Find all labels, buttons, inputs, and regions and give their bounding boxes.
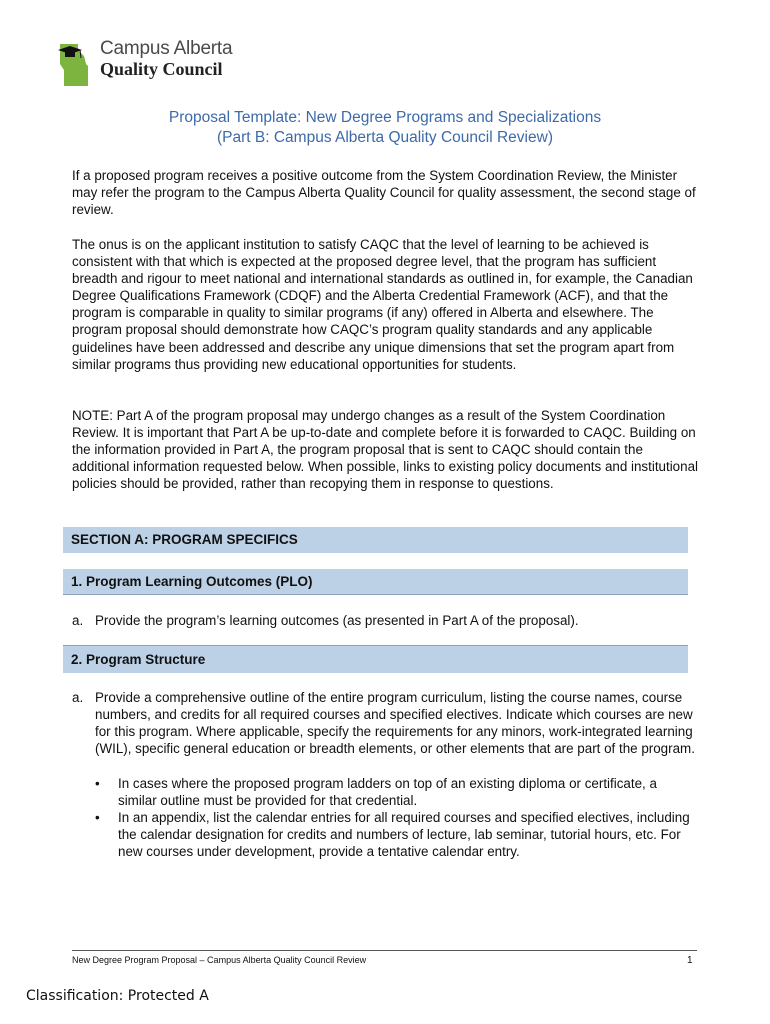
- section-2-bullet: [95, 775, 695, 809]
- section-2-heading: 2. Program Structure: [63, 645, 688, 673]
- bullet-marker: •: [95, 776, 100, 791]
- item-marker: a.: [72, 613, 84, 628]
- item-text: Provide a comprehensive outline of the entire program curriculum, listing the course names, course numbers, and credits for all required courses and specified electives. Indicate which courses are new for this program. Where applicable, specify the requirements for any minors, work-integrated learning (WIL), specific general education or breadth elements, or other elements that are part of the program.: [95, 690, 695, 756]
- section-2-item-a: [72, 689, 697, 757]
- intro-paragraph-1: If a proposed program receives a positive outcome from the System Coordination Review, the Minister may refer the program to the Campus Alberta Quality Council for quality assessment, the second stage of review.: [72, 168, 696, 218]
- document-title: Proposal Template: New Degree Programs and Specializations: [168, 109, 602, 126]
- logo-line-1: Campus Alberta: [100, 38, 233, 59]
- classification-label: Classification: Protected A: [26, 988, 209, 1004]
- footer-divider: [72, 950, 697, 951]
- logo-line-2: Quality Council: [100, 59, 223, 79]
- bullet-marker: •: [95, 810, 100, 825]
- section-2-bullet: [95, 809, 695, 860]
- bullet-text: In an appendix, list the calendar entries for all required courses and specified electives, including the calendar designation for credits and numbers of lecture, lab seminar, tutorial hours, etc. For new courses under development, provide a tentative calendar entry.: [118, 810, 690, 859]
- section-1-heading: 1. Program Learning Outcomes (PLO): [63, 569, 688, 595]
- footer-text: New Degree Program Proposal – Campus Alberta Quality Council Review: [72, 955, 367, 965]
- document-subtitle: (Part B: Campus Alberta Quality Council Review): [217, 129, 553, 146]
- note-paragraph: NOTE: Part A of the program proposal may undergo changes as a result of the System Coordination Review. It is important that Part A be up-to-date and complete before it is forwarded to CAQC. Building on the information provided in Part A, the program proposal that is sent to CAQC should contain the additional information requested below. When possible, links to existing policy documents and institutional policies should be provided, rather than recopying them in response to questions.: [72, 408, 698, 492]
- bullet-text: In cases where the proposed program ladders on top of an existing diploma or certificate, a similar outline must be provided for that credential.: [118, 776, 657, 808]
- item-marker: a.: [72, 690, 84, 705]
- section-a-heading: SECTION A: PROGRAM SPECIFICS: [63, 527, 688, 553]
- intro-paragraph-2: The onus is on the applicant institution to satisfy CAQC that the level of learning to be achieved is consistent with that which is expected at the proposed degree level, that the program has sufficient breadth and rigour to meet national and international standards as outlined in, for example, the Canadian Degree Qualifications Framework (CDQF) and the Alberta Credential Framework (ACF), and that the program is comparable in quality to similar programs (if any) offered in Alberta and elsewhere. The program proposal should demonstrate how CAQC’s program quality standards and any applicable guidelines have been addressed and describe any unique dimensions that set the program apart from similar programs thus providing new educational opportunities for students.: [72, 237, 693, 372]
- section-1-item-a: [72, 612, 697, 629]
- page-number: 1: [687, 955, 693, 966]
- alberta-map-icon: [56, 36, 100, 88]
- caqc-logo: [56, 36, 236, 88]
- item-text: Provide the program’s learning outcomes (as presented in Part A of the proposal).: [95, 613, 579, 628]
